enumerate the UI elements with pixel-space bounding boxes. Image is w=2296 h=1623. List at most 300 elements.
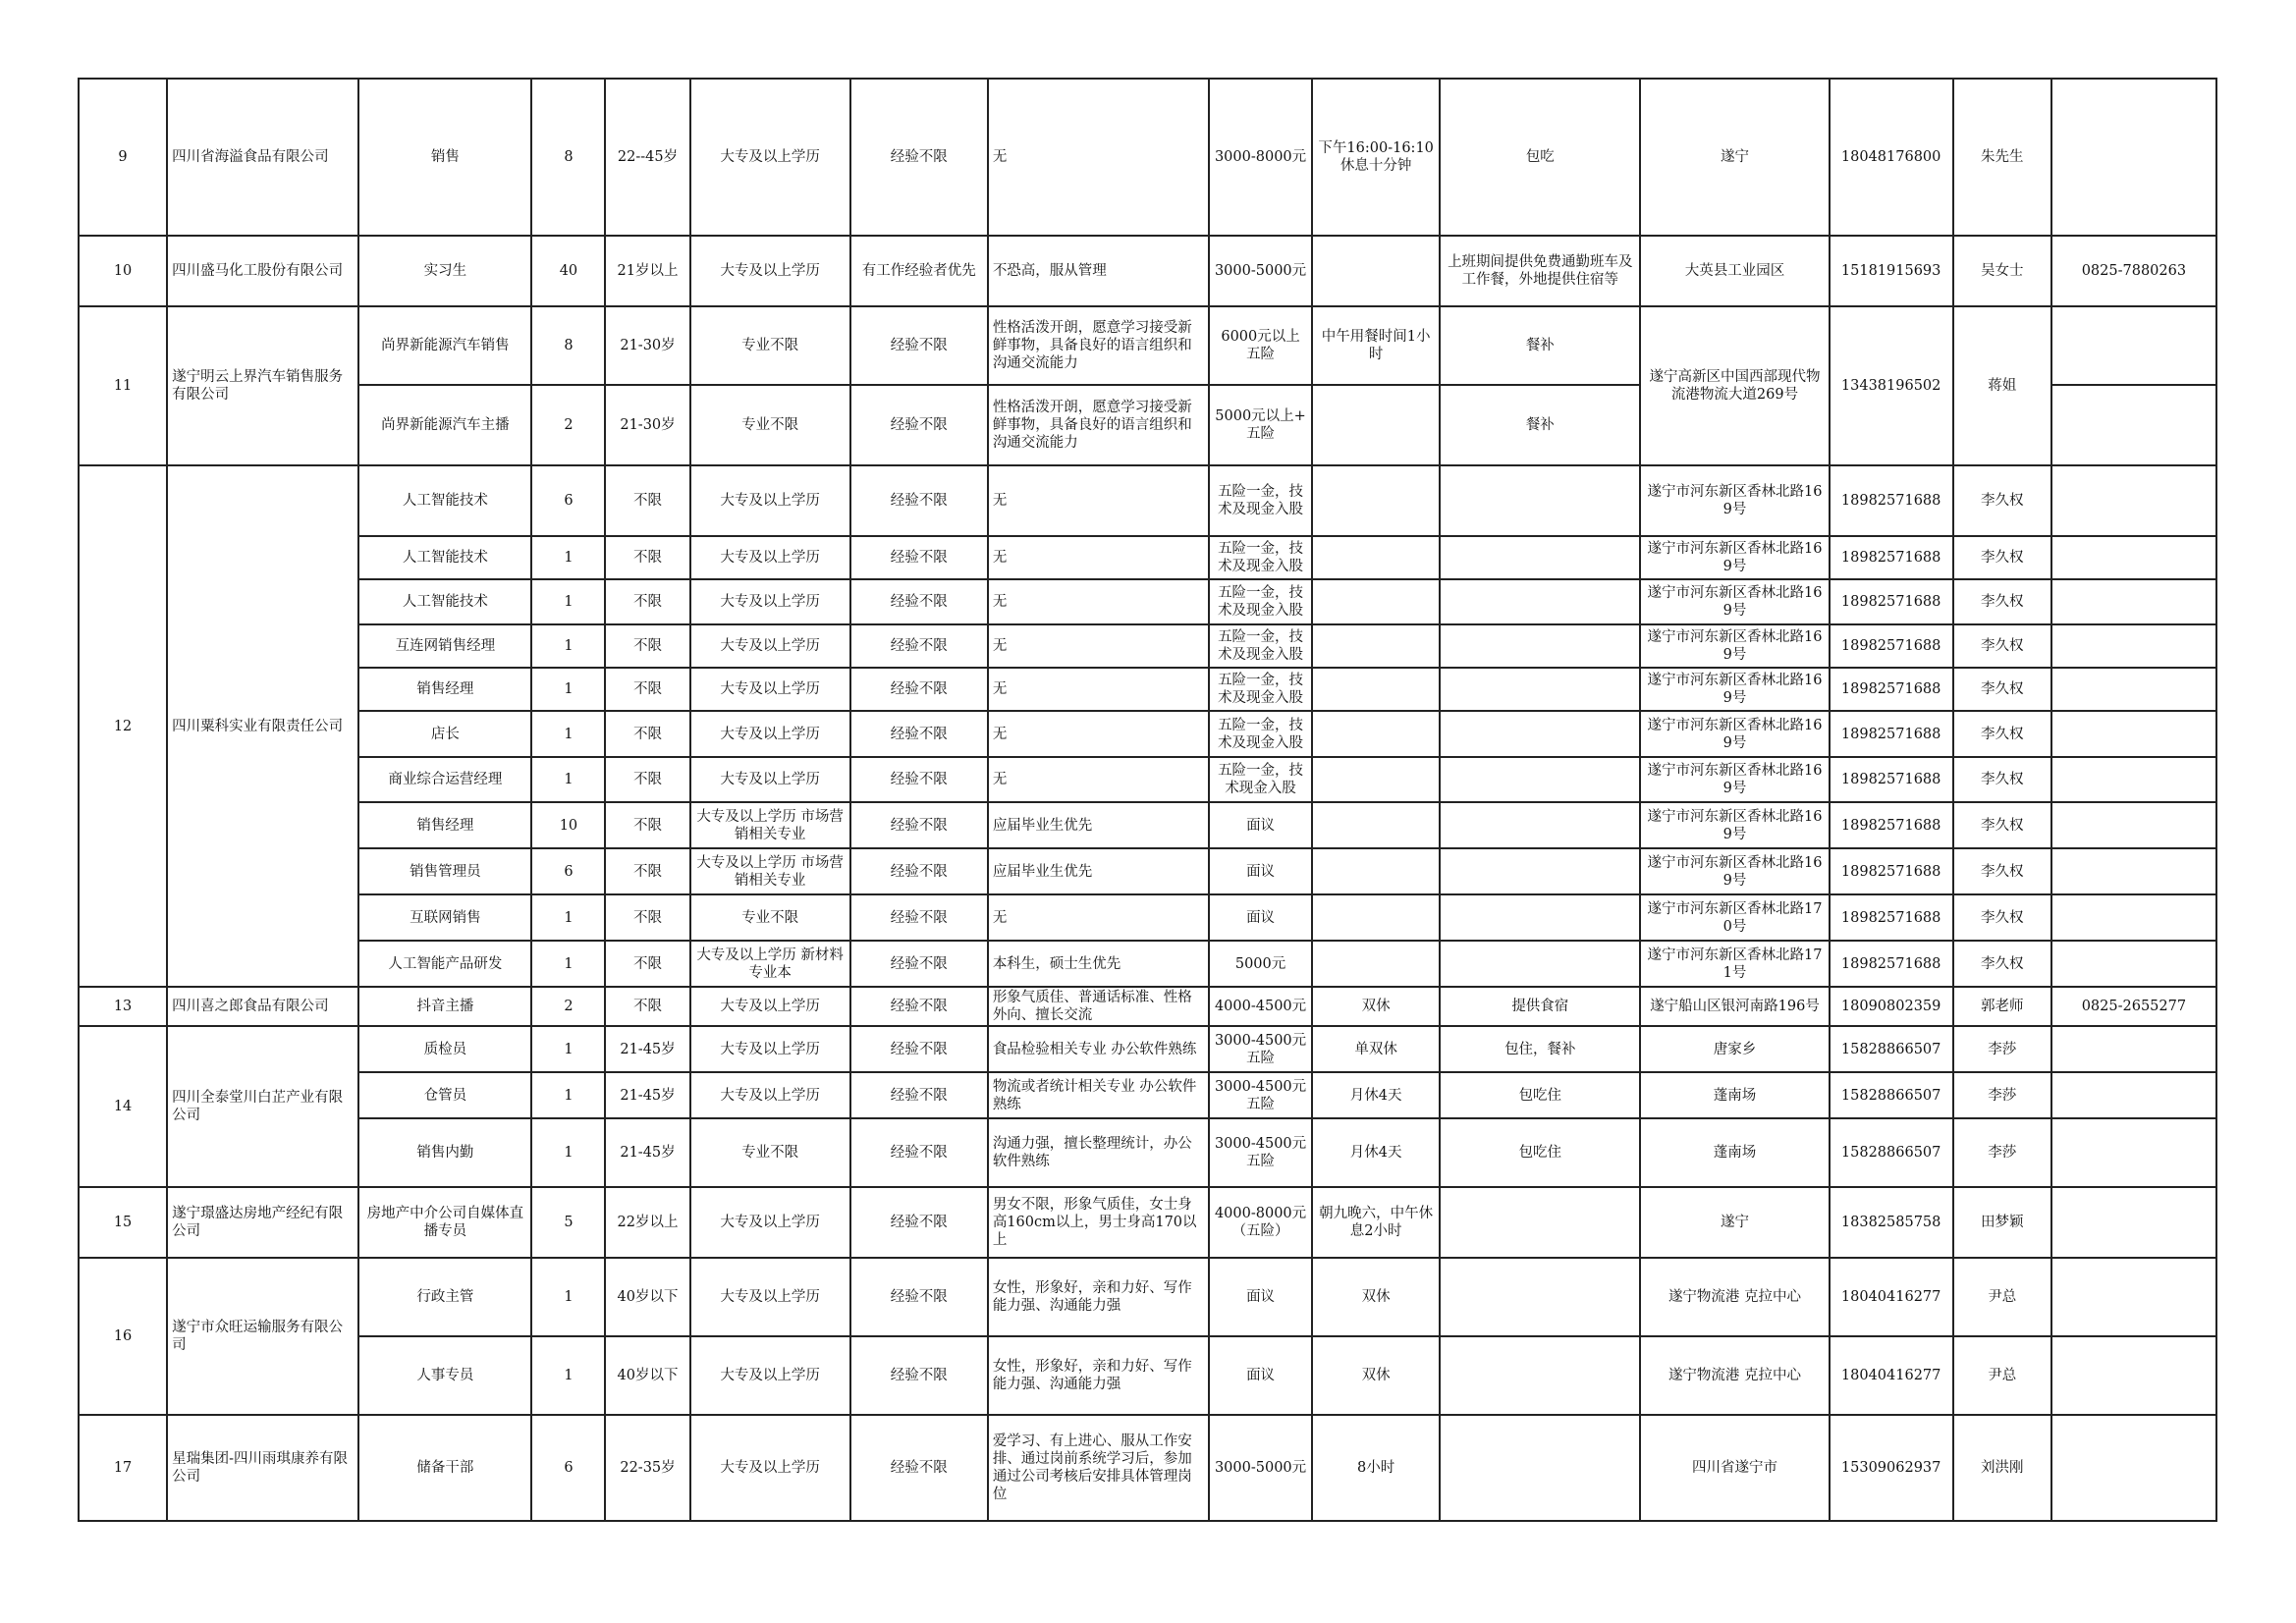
job-hours — [1312, 385, 1440, 465]
job-tel: 0825-7880263 — [2051, 236, 2216, 306]
table-row — [79, 1072, 2216, 1118]
job-salary: 五险一金，技术及现金入股 — [1209, 624, 1312, 668]
row-number: 14 — [79, 1026, 167, 1187]
job-hours: 双休 — [1312, 1336, 1440, 1415]
job-tel — [2051, 802, 2216, 848]
job-age: 不限 — [605, 668, 689, 711]
job-count: 6 — [531, 1415, 605, 1521]
job-age: 不限 — [605, 894, 689, 941]
job-req: 本科生，硕士生优先 — [988, 941, 1209, 987]
job-req: 无 — [988, 579, 1209, 624]
job-exp: 有工作经验者优先 — [850, 236, 988, 306]
job-contact: 李久权 — [1953, 848, 2051, 894]
job-benefits — [1440, 624, 1640, 668]
job-contact: 李久权 — [1953, 579, 2051, 624]
job-benefits: 包吃 — [1440, 79, 1640, 236]
job-count: 40 — [531, 236, 605, 306]
job-benefits: 上班期间提供免费通勤班车及工作餐，外地提供住宿等 — [1440, 236, 1640, 306]
table-row — [79, 1258, 2216, 1336]
job-location: 蓬南场 — [1640, 1072, 1829, 1118]
job-title: 销售内勤 — [358, 1118, 531, 1187]
job-age: 不限 — [605, 941, 689, 987]
job-contact: 刘洪刚 — [1953, 1415, 2051, 1521]
job-age: 22--45岁 — [605, 79, 689, 236]
company-name: 遂宁璟盛达房地产经纪有限公司 — [167, 1187, 358, 1258]
job-phone: 18982571688 — [1830, 668, 1953, 711]
job-location: 遂宁市河东新区香林北路169号 — [1640, 848, 1829, 894]
job-salary: 3000-4500元 五险 — [1209, 1026, 1312, 1072]
job-count: 2 — [531, 385, 605, 465]
job-age: 不限 — [605, 848, 689, 894]
table-row — [79, 668, 2216, 711]
job-tel — [2051, 757, 2216, 802]
job-age: 40岁以下 — [605, 1258, 689, 1336]
row-number: 16 — [79, 1258, 167, 1415]
job-location: 遂宁物流港 克拉中心 — [1640, 1336, 1829, 1415]
table-row — [79, 536, 2216, 579]
job-exp: 经验不限 — [850, 79, 988, 236]
job-title: 销售经理 — [358, 802, 531, 848]
job-req: 物流或者统计相关专业 办公软件熟练 — [988, 1072, 1209, 1118]
job-title: 储备干部 — [358, 1415, 531, 1521]
job-benefits — [1440, 848, 1640, 894]
job-tel — [2051, 465, 2216, 536]
job-exp: 经验不限 — [850, 579, 988, 624]
job-title: 质检员 — [358, 1026, 531, 1072]
table-row — [79, 1336, 2216, 1415]
job-benefits: 包住，餐补 — [1440, 1026, 1640, 1072]
job-exp: 经验不限 — [850, 941, 988, 987]
job-edu: 专业不限 — [690, 894, 850, 941]
job-age: 不限 — [605, 624, 689, 668]
job-phone: 15181915693 — [1830, 236, 1953, 306]
job-exp: 经验不限 — [850, 802, 988, 848]
row-number: 12 — [79, 465, 167, 987]
job-contact: 尹总 — [1953, 1336, 2051, 1415]
job-phone: 15828866507 — [1830, 1118, 1953, 1187]
job-benefits — [1440, 802, 1640, 848]
job-salary: 五险一金，技术及现金入股 — [1209, 711, 1312, 757]
row-number: 13 — [79, 987, 167, 1026]
job-location: 遂宁市河东新区香林北路169号 — [1640, 757, 1829, 802]
table-row — [79, 711, 2216, 757]
job-tel — [2051, 536, 2216, 579]
job-benefits: 包吃住 — [1440, 1072, 1640, 1118]
job-contact: 李久权 — [1953, 465, 2051, 536]
job-contact: 李久权 — [1953, 536, 2051, 579]
job-salary: 五险一金，技术及现金入股 — [1209, 536, 1312, 579]
job-title: 仓管员 — [358, 1072, 531, 1118]
job-benefits — [1440, 757, 1640, 802]
job-exp: 经验不限 — [850, 465, 988, 536]
job-tel — [2051, 306, 2216, 385]
job-edu: 大专及以上学历 — [690, 536, 850, 579]
job-location: 遂宁市河东新区香林北路169号 — [1640, 668, 1829, 711]
row-number: 15 — [79, 1187, 167, 1258]
job-count: 1 — [531, 757, 605, 802]
job-tel — [2051, 1258, 2216, 1336]
job-salary: 3000-5000元 — [1209, 236, 1312, 306]
job-location: 蓬南场 — [1640, 1118, 1829, 1187]
job-count: 1 — [531, 579, 605, 624]
job-age: 不限 — [605, 536, 689, 579]
job-edu: 专业不限 — [690, 1118, 850, 1187]
job-contact: 李莎 — [1953, 1026, 2051, 1072]
job-edu: 大专及以上学历 — [690, 987, 850, 1026]
job-hours — [1312, 941, 1440, 987]
job-location: 遂宁市河东新区香林北路170号 — [1640, 894, 1829, 941]
company-name: 遂宁明云上界汽车销售服务有限公司 — [167, 306, 358, 465]
job-edu: 大专及以上学历 — [690, 236, 850, 306]
job-edu: 大专及以上学历 — [690, 79, 850, 236]
job-age: 21-45岁 — [605, 1072, 689, 1118]
job-tel — [2051, 1415, 2216, 1521]
row-number: 9 — [79, 79, 167, 236]
job-exp: 经验不限 — [850, 536, 988, 579]
job-phone: 15309062937 — [1830, 1415, 1953, 1521]
job-salary: 面议 — [1209, 848, 1312, 894]
job-exp: 经验不限 — [850, 848, 988, 894]
job-salary: 五险一金，技术及现金入股 — [1209, 579, 1312, 624]
job-salary: 3000-4500元 五险 — [1209, 1072, 1312, 1118]
job-phone: 15828866507 — [1830, 1026, 1953, 1072]
job-edu: 大专及以上学历 — [690, 1072, 850, 1118]
job-exp: 经验不限 — [850, 1415, 988, 1521]
job-benefits — [1440, 579, 1640, 624]
job-req: 无 — [988, 668, 1209, 711]
job-hours: 朝九晚六，中午休息2小时 — [1312, 1187, 1440, 1258]
job-req: 应届毕业生优先 — [988, 802, 1209, 848]
job-req: 无 — [988, 79, 1209, 236]
job-phone: 18982571688 — [1830, 465, 1953, 536]
job-salary: 5000元以上+ 五险 — [1209, 385, 1312, 465]
job-req: 爱学习、有上进心、服从工作安排、通过岗前系统学习后，参加通过公司考核后安排具体管理岗位 — [988, 1415, 1209, 1521]
job-req: 食品检验相关专业 办公软件熟练 — [988, 1026, 1209, 1072]
job-hours: 中午用餐时间1小时 — [1312, 306, 1440, 385]
job-req: 性格活泼开朗，愿意学习接受新鲜事物，具备良好的语言组织和沟通交流能力 — [988, 385, 1209, 465]
job-age: 不限 — [605, 802, 689, 848]
job-phone: 18982571688 — [1830, 894, 1953, 941]
job-phone: 18982571688 — [1830, 536, 1953, 579]
job-salary: 五险一金，技术及现金入股 — [1209, 465, 1312, 536]
job-age: 不限 — [605, 711, 689, 757]
job-edu: 大专及以上学历 — [690, 1187, 850, 1258]
company-name: 四川粟科实业有限责任公司 — [167, 465, 358, 987]
job-title: 行政主管 — [358, 1258, 531, 1336]
job-hours: 下午16:00-16:10 休息十分钟 — [1312, 79, 1440, 236]
job-hours — [1312, 894, 1440, 941]
job-hours: 月休4天 — [1312, 1072, 1440, 1118]
job-phone: 18982571688 — [1830, 941, 1953, 987]
job-hours — [1312, 757, 1440, 802]
job-contact: 李久权 — [1953, 668, 2051, 711]
job-req: 形象气质佳、普通话标准、性格外向、擅长交流 — [988, 987, 1209, 1026]
table-row — [79, 1415, 2216, 1521]
table-row — [79, 894, 2216, 941]
job-tel — [2051, 894, 2216, 941]
job-title: 尚界新能源汽车销售 — [358, 306, 531, 385]
job-hours — [1312, 536, 1440, 579]
job-hours: 月休4天 — [1312, 1118, 1440, 1187]
job-hours — [1312, 465, 1440, 536]
job-title: 实习生 — [358, 236, 531, 306]
job-count: 1 — [531, 668, 605, 711]
job-tel — [2051, 1072, 2216, 1118]
job-phone: 18982571688 — [1830, 624, 1953, 668]
job-benefits — [1440, 668, 1640, 711]
job-benefits: 提供食宿 — [1440, 987, 1640, 1026]
job-edu: 大专及以上学历 市场营销相关专业 — [690, 848, 850, 894]
job-contact: 蒋姐 — [1953, 306, 2051, 465]
row-number: 10 — [79, 236, 167, 306]
job-salary: 4000-4500元 — [1209, 987, 1312, 1026]
job-benefits — [1440, 536, 1640, 579]
job-edu: 大专及以上学历 — [690, 1336, 850, 1415]
job-exp: 经验不限 — [850, 987, 988, 1026]
job-contact: 李莎 — [1953, 1118, 2051, 1187]
job-req: 应届毕业生优先 — [988, 848, 1209, 894]
table-row — [79, 624, 2216, 668]
job-title: 房地产中介公司自媒体直播专员 — [358, 1187, 531, 1258]
job-benefits: 餐补 — [1440, 385, 1640, 465]
job-hours — [1312, 236, 1440, 306]
table-row — [79, 79, 2216, 236]
table-row — [79, 802, 2216, 848]
job-hours — [1312, 802, 1440, 848]
job-title: 互连网销售经理 — [358, 624, 531, 668]
job-location: 遂宁市河东新区香林北路169号 — [1640, 624, 1829, 668]
job-location: 遂宁船山区银河南路196号 — [1640, 987, 1829, 1026]
job-count: 5 — [531, 1187, 605, 1258]
job-edu: 大专及以上学历 — [690, 668, 850, 711]
job-location: 四川省遂宁市 — [1640, 1415, 1829, 1521]
job-req: 沟通力强，擅长整理统计，办公软件熟练 — [988, 1118, 1209, 1187]
job-tel — [2051, 579, 2216, 624]
job-hours — [1312, 711, 1440, 757]
job-phone: 18040416277 — [1830, 1258, 1953, 1336]
job-location: 遂宁 — [1640, 79, 1829, 236]
job-age: 21-45岁 — [605, 1118, 689, 1187]
job-phone: 18048176800 — [1830, 79, 1953, 236]
job-phone: 18982571688 — [1830, 579, 1953, 624]
job-phone: 18982571688 — [1830, 757, 1953, 802]
job-contact: 田梦颖 — [1953, 1187, 2051, 1258]
job-count: 1 — [531, 1336, 605, 1415]
job-exp: 经验不限 — [850, 306, 988, 385]
job-location: 遂宁市河东新区香林北路169号 — [1640, 711, 1829, 757]
job-salary: 面议 — [1209, 1336, 1312, 1415]
job-tel — [2051, 1336, 2216, 1415]
job-salary: 3000-8000元 — [1209, 79, 1312, 236]
table-row — [79, 306, 2216, 385]
job-contact: 李久权 — [1953, 894, 2051, 941]
table-row — [79, 848, 2216, 894]
job-req: 女性，形象好，亲和力好、写作能力强、沟通能力强 — [988, 1336, 1209, 1415]
job-count: 1 — [531, 536, 605, 579]
job-count: 6 — [531, 465, 605, 536]
job-contact: 李久权 — [1953, 802, 2051, 848]
job-location: 遂宁市河东新区香林北路171号 — [1640, 941, 1829, 987]
job-count: 1 — [531, 711, 605, 757]
company-name: 四川省海溢食品有限公司 — [167, 79, 358, 236]
job-hours — [1312, 579, 1440, 624]
job-exp: 经验不限 — [850, 624, 988, 668]
job-count: 6 — [531, 848, 605, 894]
job-exp: 经验不限 — [850, 894, 988, 941]
job-edu: 大专及以上学历 新材料专业本 — [690, 941, 850, 987]
job-age: 不限 — [605, 465, 689, 536]
job-tel — [2051, 848, 2216, 894]
job-phone: 15828866507 — [1830, 1072, 1953, 1118]
job-location: 遂宁高新区中国西部现代物流港物流大道269号 — [1640, 306, 1829, 465]
company-name: 星瑞集团-四川雨琪康养有限公司 — [167, 1415, 358, 1521]
job-title: 人工智能技术 — [358, 465, 531, 536]
job-title: 互联网销售 — [358, 894, 531, 941]
table-row — [79, 987, 2216, 1026]
job-location: 遂宁市河东新区香林北路169号 — [1640, 536, 1829, 579]
job-age: 不限 — [605, 579, 689, 624]
job-tel — [2051, 79, 2216, 236]
job-edu: 专业不限 — [690, 306, 850, 385]
table-row — [79, 757, 2216, 802]
job-count: 1 — [531, 894, 605, 941]
table-row — [79, 579, 2216, 624]
job-req: 无 — [988, 624, 1209, 668]
job-salary: 5000元 — [1209, 941, 1312, 987]
job-hours: 单双休 — [1312, 1026, 1440, 1072]
job-benefits — [1440, 711, 1640, 757]
job-edu: 大专及以上学历 — [690, 1026, 850, 1072]
job-count: 1 — [531, 624, 605, 668]
job-edu: 大专及以上学历 — [690, 711, 850, 757]
job-exp: 经验不限 — [850, 1187, 988, 1258]
job-tel — [2051, 385, 2216, 465]
job-age: 21岁以上 — [605, 236, 689, 306]
job-req: 无 — [988, 894, 1209, 941]
job-title: 商业综合运营经理 — [358, 757, 531, 802]
job-salary: 面议 — [1209, 1258, 1312, 1336]
job-contact: 尹总 — [1953, 1258, 2051, 1336]
job-count: 1 — [531, 1118, 605, 1187]
job-req: 无 — [988, 536, 1209, 579]
job-phone: 13438196502 — [1830, 306, 1953, 465]
job-title: 店长 — [358, 711, 531, 757]
job-phone: 18090802359 — [1830, 987, 1953, 1026]
job-title: 人事专员 — [358, 1336, 531, 1415]
job-age: 22岁以上 — [605, 1187, 689, 1258]
job-benefits — [1440, 941, 1640, 987]
job-count: 1 — [531, 941, 605, 987]
job-location: 遂宁市河东新区香林北路169号 — [1640, 465, 1829, 536]
job-count: 8 — [531, 79, 605, 236]
job-edu: 大专及以上学历 — [690, 757, 850, 802]
job-exp: 经验不限 — [850, 1336, 988, 1415]
job-benefits — [1440, 894, 1640, 941]
job-salary: 4000-8000元 （五险） — [1209, 1187, 1312, 1258]
job-hours: 双休 — [1312, 987, 1440, 1026]
job-tel — [2051, 1118, 2216, 1187]
job-age: 不限 — [605, 757, 689, 802]
job-contact: 吴女士 — [1953, 236, 2051, 306]
job-req: 性格活泼开朗，愿意学习接受新鲜事物，具备良好的语言组织和沟通交流能力 — [988, 306, 1209, 385]
job-benefits: 包吃住 — [1440, 1118, 1640, 1187]
job-exp: 经验不限 — [850, 711, 988, 757]
job-exp: 经验不限 — [850, 757, 988, 802]
job-edu: 大专及以上学历 市场营销相关专业 — [690, 802, 850, 848]
table-row — [79, 1187, 2216, 1258]
job-benefits — [1440, 1258, 1640, 1336]
job-salary: 3000-4500元 五险 — [1209, 1118, 1312, 1187]
job-age: 22-35岁 — [605, 1415, 689, 1521]
job-phone: 18382585758 — [1830, 1187, 1953, 1258]
job-phone: 18982571688 — [1830, 711, 1953, 757]
job-hours — [1312, 668, 1440, 711]
job-contact: 郭老师 — [1953, 987, 2051, 1026]
job-title: 人工智能技术 — [358, 536, 531, 579]
job-benefits — [1440, 1336, 1640, 1415]
job-exp: 经验不限 — [850, 668, 988, 711]
table-row — [79, 465, 2216, 536]
job-edu: 大专及以上学历 — [690, 1415, 850, 1521]
job-tel — [2051, 1187, 2216, 1258]
job-contact: 李久权 — [1953, 624, 2051, 668]
job-req: 无 — [988, 465, 1209, 536]
job-count: 1 — [531, 1026, 605, 1072]
job-location: 遂宁物流港 克拉中心 — [1640, 1258, 1829, 1336]
job-benefits: 餐补 — [1440, 306, 1640, 385]
job-count: 1 — [531, 1258, 605, 1336]
job-phone: 18982571688 — [1830, 802, 1953, 848]
job-count: 1 — [531, 1072, 605, 1118]
job-location: 大英县工业园区 — [1640, 236, 1829, 306]
job-benefits — [1440, 1415, 1640, 1521]
job-contact: 李久权 — [1953, 711, 2051, 757]
job-age: 21-45岁 — [605, 1026, 689, 1072]
row-number: 17 — [79, 1415, 167, 1521]
job-contact: 李久权 — [1953, 941, 2051, 987]
table-row — [79, 236, 2216, 306]
job-count: 10 — [531, 802, 605, 848]
job-exp: 经验不限 — [850, 1072, 988, 1118]
job-location: 唐家乡 — [1640, 1026, 1829, 1072]
job-tel — [2051, 624, 2216, 668]
row-number: 11 — [79, 306, 167, 465]
job-exp: 经验不限 — [850, 385, 988, 465]
job-count: 8 — [531, 306, 605, 385]
job-req: 女性，形象好，亲和力好、写作能力强、沟通能力强 — [988, 1258, 1209, 1336]
job-edu: 大专及以上学历 — [690, 465, 850, 536]
job-contact: 李莎 — [1953, 1072, 2051, 1118]
job-age: 40岁以下 — [605, 1336, 689, 1415]
job-contact: 朱先生 — [1953, 79, 2051, 236]
job-phone: 18040416277 — [1830, 1336, 1953, 1415]
job-req: 无 — [988, 711, 1209, 757]
job-hours — [1312, 848, 1440, 894]
job-salary: 面议 — [1209, 802, 1312, 848]
table-row — [79, 1026, 2216, 1072]
job-location: 遂宁市河东新区香林北路169号 — [1640, 579, 1829, 624]
job-title: 人工智能技术 — [358, 579, 531, 624]
job-edu: 大专及以上学历 — [690, 1258, 850, 1336]
job-edu: 专业不限 — [690, 385, 850, 465]
job-exp: 经验不限 — [850, 1026, 988, 1072]
company-name: 四川喜之郎食品有限公司 — [167, 987, 358, 1026]
job-tel — [2051, 711, 2216, 757]
job-age: 不限 — [605, 987, 689, 1026]
job-title: 销售经理 — [358, 668, 531, 711]
job-edu: 大专及以上学历 — [690, 624, 850, 668]
job-phone: 18982571688 — [1830, 848, 1953, 894]
